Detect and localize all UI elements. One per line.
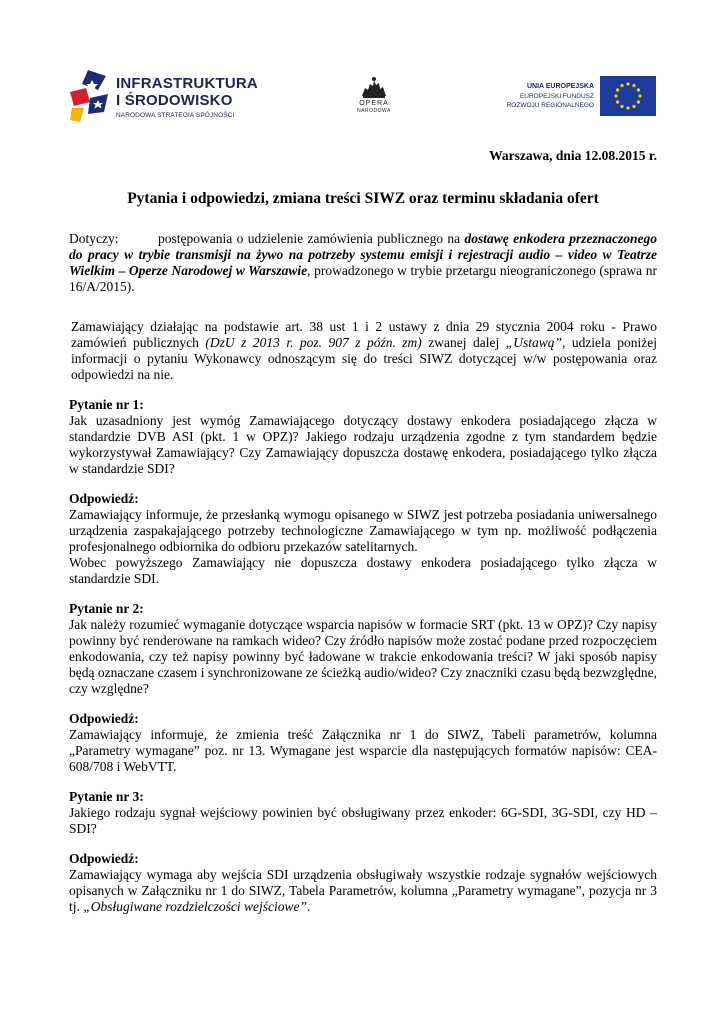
question-3-text: Jakiego rodzaju sygnał wejściowy powinien być obsługiwany przez enkoder: 6G-SDI, 3G-SDI, czy HD – SDI? — [69, 805, 657, 836]
opera-narodowa-logo — [344, 76, 404, 122]
basis-text-3: , udziela poniżej informacji o pytaniu Wykonawcy odnoszącym się do treści SIWZ dotyczącej w/w postępowania oraz odpowiedzi na nie. — [71, 335, 657, 382]
answer-3-emphasis: „Obsługiwane rozdzielczości wejściowe” — [83, 899, 308, 914]
legal-basis-paragraph — [69, 319, 657, 383]
question-1-heading: Pytanie nr 1: — [69, 397, 144, 412]
eu-logo — [480, 76, 656, 118]
concern-text-1: postępowania o udzielenie zamówienia publicznego na — [158, 231, 465, 246]
answer-2-heading: Odpowiedź: — [69, 711, 139, 726]
logo-line-3: NARODOWA STRATEGIA SPÓJNOŚCI — [116, 112, 235, 119]
answer-3-text — [69, 867, 657, 915]
basis-act-name: „Ustawą” — [505, 335, 562, 350]
answer-2 — [69, 711, 657, 775]
answer-3-text-2: . — [307, 899, 311, 914]
answer-1 — [69, 491, 657, 587]
question-2-heading: Pytanie nr 2: — [69, 601, 144, 616]
logo-line-1: INFRASTRUKTURA — [116, 75, 258, 92]
answer-3-text-1: Zamawiający wymaga aby wejścia SDI urządzenia obsługiwały wszystkie rodzaje sygnałów wejściowych opisanych w Załączniku nr 1 do SIWZ, Tabela Parametrów, kolumna „Parametry wymagane”, pozycja nr 3 tj. — [69, 867, 657, 914]
question-3-heading: Pytanie nr 3: — [69, 789, 144, 804]
question-1-text: Jak uzasadniony jest wymóg Zamawiającego dotyczący dostawy enkodera posiadającego złącza w standardzie DVB ASI (pkt. 1 w OPZ)? Jakiego rodzaju urządzenia zgodne z tym standardem będzie wykorzystywał Zamawiający? Czy Zamawiający dopuszcza dostawę enkodera, posiadającego tylko złącza w standardzie SDI? — [69, 413, 657, 476]
eu-flag-icon — [600, 76, 656, 116]
concern-label: Dotyczy: — [69, 231, 119, 246]
basis-text-2: zwanej dalej — [421, 335, 506, 350]
answer-1-text-1: Zamawiający informuje, że przesłanką wymogu opisanego w SIWZ jest potrzeba posiadania uniwersalnego urządzenia zaspakajającego potrzeby technologiczne Zamawiającego w tym np. możliwość podłączenia profesjonalnego odbiornika do odbioru przekazów satelitarnych. — [69, 507, 657, 554]
basis-text-1: Zamawiający działając na podstawie art. 38 ust 1 i 2 ustawy z dnia 29 stycznia 2004 roku - Prawo zamówień publicznych — [71, 319, 657, 350]
question-2 — [69, 601, 657, 697]
page-header — [0, 0, 724, 135]
infrastruktura-flag-icon — [68, 68, 112, 124]
question-3 — [69, 789, 657, 837]
answer-3 — [69, 851, 657, 915]
question-2-text: Jak należy rozumieć wymaganie dotyczące wsparcia napisów w formacie SRT (pkt. 13 w OPZ)? Czy napisy powinny być renderowane na ramkach wideo? Czy źródło napisów może zostać podane przed rozpoczęciem enkodowania, czy też napisy powinny być ładowane w trakcie enkodowania treści? W jaki sposób napisy będą oznaczane czasem i synchronizowane ze ścieżką audio/wideo? Czy znaczniki czasu będą bezwzględne, czy względne? — [69, 617, 657, 696]
basis-citation: (DzU z 2013 r. poz. 907 z późn. zm) — [205, 335, 422, 350]
eu-logo-line-1: UNIA EUROPEJSKA — [526, 83, 594, 90]
infrastruktura-srodowisko-logo — [68, 68, 258, 124]
question-1 — [69, 397, 657, 477]
eu-logo-line-3: ROZWOJU REGIONALNEGO — [506, 102, 594, 109]
answer-2-text: Zamawiający informuje, że zmienia treść Załącznika nr 1 do SIWZ, Tabeli parametrów, kolumna „Parametry wymagane” poz. nr 13. Wymagane jest wsparcie dla następujących formatów napisów: CEA-608/708 i WebVTT. — [69, 727, 657, 774]
concern-subject: dostawę enkodera przeznaczonego do pracy w trybie transmisji na żywo na potrzeby systemu emisji i rejestracji audio – video w Teatrze Wielkim – Operze Narodowej w Warszawie — [69, 231, 657, 278]
document-date: Warszawa, dnia 12.08.2015 r. — [489, 148, 657, 163]
document-body — [69, 148, 657, 929]
document-title: Pytania i odpowiedzi, zmiana treści SIWZ oraz terminu składania ofert — [127, 190, 599, 207]
answer-1-text-2: Wobec powyższego Zamawiający nie dopuszcza dostawy enkodera posiadającego tylko złącza w standardzie SDI. — [69, 555, 657, 586]
answer-3-heading: Odpowiedź: — [69, 851, 139, 866]
eu-logo-text — [507, 82, 594, 110]
opera-logo-line-1: OPERA — [359, 100, 389, 107]
concern-text-2: , prowadzonego w trybie przetargu nieograniczonego (sprawa nr 16/A/2015). — [69, 263, 657, 294]
logo-line-2: I ŚRODOWISKO — [116, 92, 233, 109]
answer-1-heading: Odpowiedź: — [69, 491, 139, 506]
opera-logo-line-2: NARODOWA — [357, 108, 391, 114]
concern-paragraph — [69, 231, 657, 295]
opera-quadriga-icon — [359, 76, 389, 100]
eu-logo-line-2: EUROPEJSKI FUNDUSZ — [519, 93, 594, 100]
